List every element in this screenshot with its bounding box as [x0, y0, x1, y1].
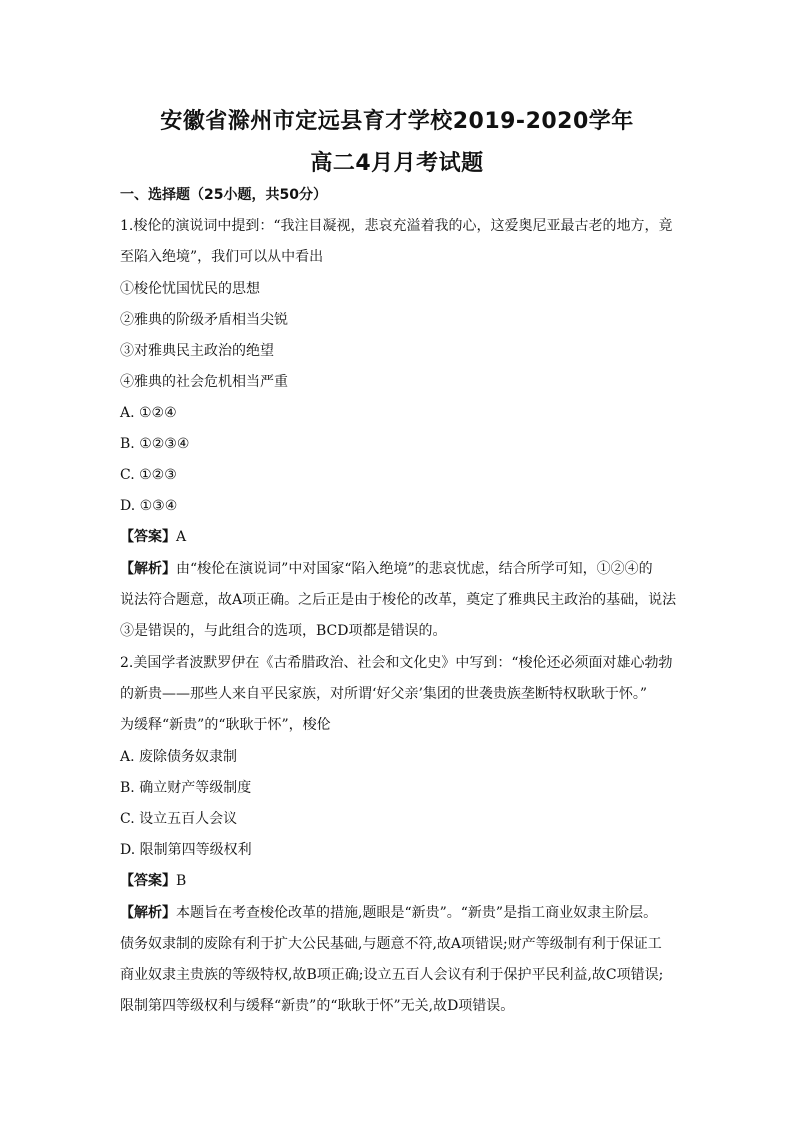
q2-analysis-text1: 本题旨在考查梭伦改革的措施,题眼是“新贵”。“新贵”是指工商业奴隶主阶层。 [176, 905, 658, 921]
q1-stem-line1: 1.梭伦的演说词中提到：“我注目凝视，悲哀充溢着我的心，这爱奥尼亚最古老的地方，竟 [120, 218, 673, 234]
q1-answer-value: A [176, 529, 187, 545]
q1-item-2: ②雅典的阶级矛盾相当尖锐 [120, 312, 288, 328]
q2-stem-line3: 为缓释“新贵”的“耿耿于怀”，梭伦 [120, 717, 331, 733]
q1-option-a: A. ①②④ [120, 405, 177, 421]
q1-analysis-line3: ③是错误的，与此组合的选项，BCD项都是错误的。 [120, 623, 447, 639]
q2-answer-value: B [176, 873, 187, 889]
q1-stem-line2: 至陷入绝境”，我们可以从中看出 [120, 249, 324, 265]
q1-analysis-tag: 【解析】 [120, 561, 176, 577]
q2-stem-line1: 2.美国学者波默罗伊在《古希腊政治、社会和文化史》中写到：“梭伦还必须面对雄心勃勃 [120, 655, 673, 671]
q2-stem-line2: 的新贵——那些人来自平民家族，对所谓‘好父亲’集团的世袭贵族垄断特权耿耿于怀。” [120, 686, 648, 702]
q1-item-1: ①梭伦忧国忧民的思想 [120, 281, 260, 297]
q1-analysis-text1: 由“梭伦在演说词”中对国家“陷入绝境”的悲哀忧虑，结合所学可知，①②④的 [176, 561, 653, 577]
section-heading: 一、选择题（25小题，共50分） [120, 187, 327, 203]
q1-item-4: ④雅典的社会危机相当严重 [120, 374, 288, 390]
q1-analysis-line1 [120, 559, 680, 579]
q2-option-b: B. 确立财产等级制度 [120, 780, 252, 796]
q2-option-c: C. 设立五百人会议 [120, 811, 238, 827]
q2-analysis-line2: 债务奴隶制的废除有利于扩大公民基础,与题意不符,故A项错误;财产等级制有利于保证工 [120, 936, 662, 952]
q2-answer-tag: 【答案】 [120, 873, 176, 889]
q1-answer [120, 527, 680, 547]
q2-analysis-line4: 限制第四等级权利与缓释“新贵”的“耿耿于怀”无关,故D项错误。 [120, 998, 515, 1014]
q1-item-3: ③对雅典民主政治的绝望 [120, 343, 274, 359]
q2-option-d: D. 限制第四等级权利 [120, 842, 252, 858]
page-title-line2: 高二4月月考试题 [310, 151, 484, 176]
q1-analysis-line2: 说法符合题意，故A项正确。之后正是由于梭伦的改革，奠定了雅典民主政治的基础，说法 [120, 592, 677, 608]
q1-option-b: B. ①②③④ [120, 436, 190, 452]
q1-answer-tag: 【答案】 [120, 529, 176, 545]
q2-analysis-line1 [120, 903, 680, 923]
q1-option-d: D. ①③④ [120, 498, 178, 514]
page-title-line1: 安徽省滁州市定远县育才学校2019-2020学年 [160, 109, 634, 134]
q2-answer [120, 871, 680, 891]
q2-analysis-tag: 【解析】 [120, 905, 176, 921]
q2-option-a: A. 废除债务奴隶制 [120, 749, 238, 765]
q2-analysis-line3: 商业奴隶主贵族的等级特权,故B项正确;设立五百人会议有利于保护平民利益,故C项错误; [120, 967, 664, 983]
q1-option-c: C. ①②③ [120, 467, 177, 483]
